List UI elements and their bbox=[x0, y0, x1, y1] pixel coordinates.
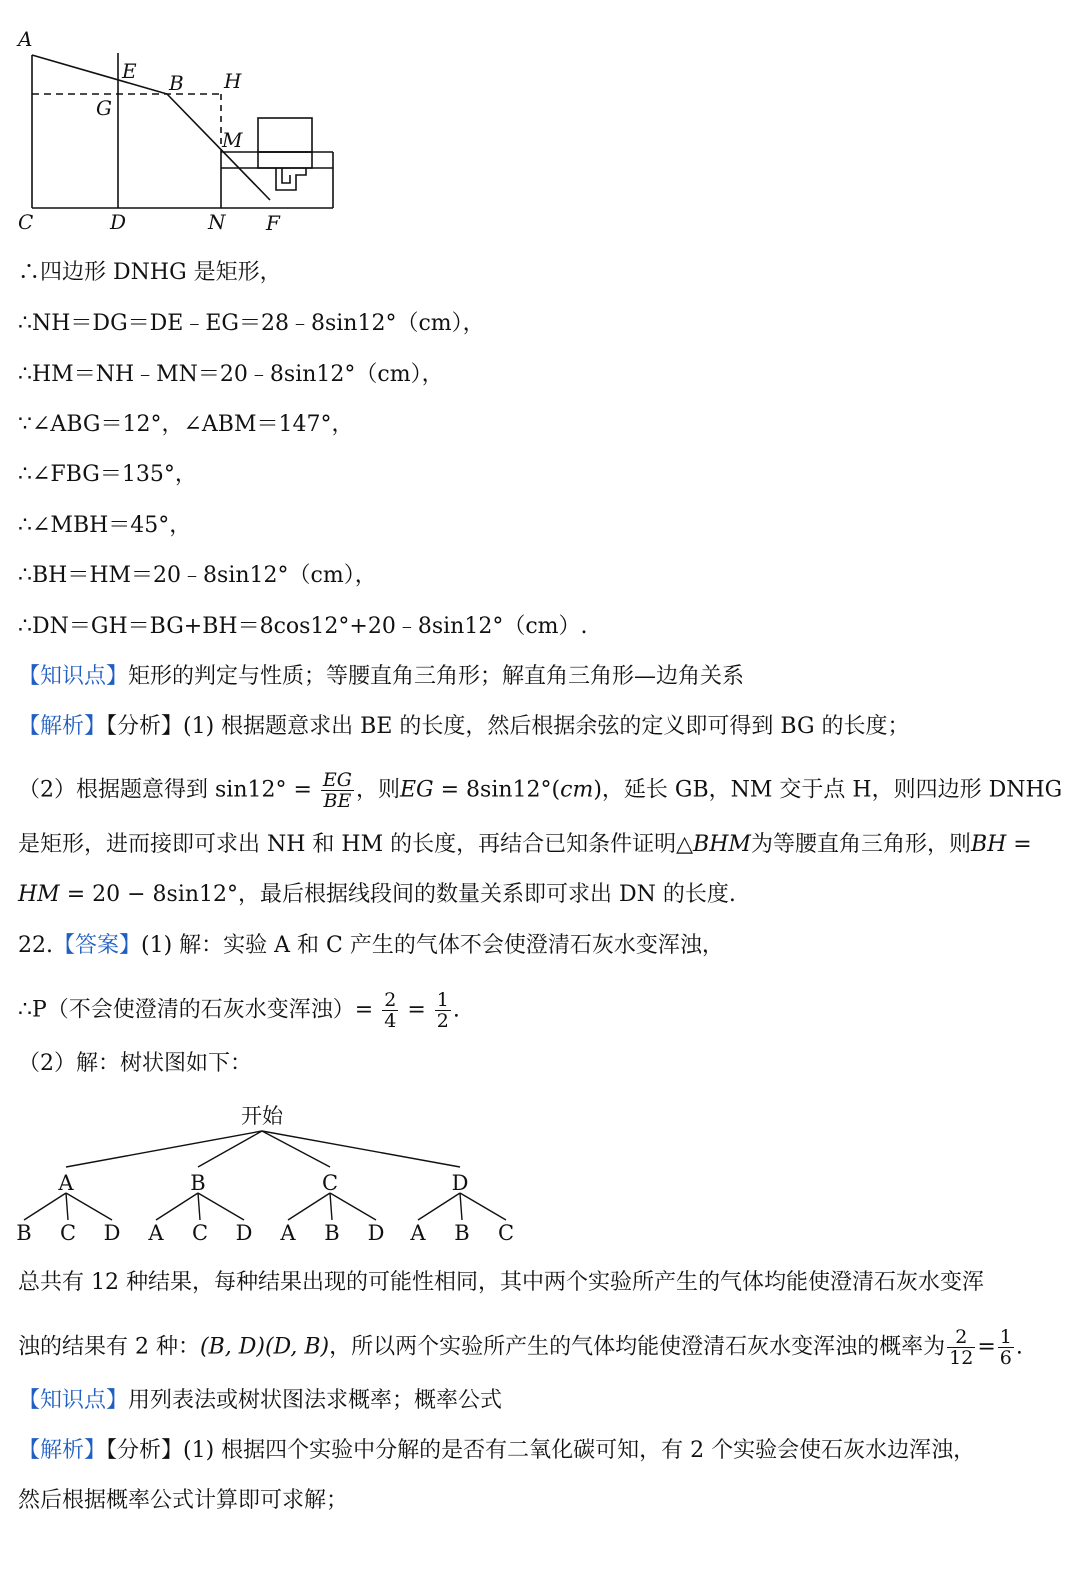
text-segment: = 20 − 8sin12°，最后根据线段间的数量关系即可求出 DN 的长度. bbox=[59, 882, 736, 907]
text-segment: 是矩形，进而接即可求出 NH 和 HM 的长度，再结合已知条件证明△ bbox=[18, 832, 694, 857]
fraction-denominator: 12 bbox=[949, 1347, 974, 1369]
tree-node-l2: D bbox=[367, 1221, 385, 1245]
fraction-denominator: BE bbox=[323, 790, 352, 812]
period: . bbox=[1015, 1334, 1023, 1360]
geometry-figure bbox=[10, 25, 370, 265]
tree-edge bbox=[460, 1193, 462, 1220]
tree-node-l1: A bbox=[58, 1171, 74, 1195]
math-pairs: (B, D)(D, B) bbox=[199, 1334, 330, 1360]
proof-line-5: ∴∠FBG＝135°， bbox=[18, 462, 197, 487]
fraction-numerator: 1 bbox=[436, 989, 449, 1011]
tree-edge bbox=[198, 1193, 244, 1220]
text-segment: = bbox=[1006, 832, 1032, 857]
q22-part2-line: （2）解：树状图如下： bbox=[18, 1051, 252, 1076]
tree-node-l2: B bbox=[16, 1221, 32, 1245]
text-segment: (1) 解：实验 A 和 C 产生的气体不会使澄清石灰水变浑浊， bbox=[141, 933, 724, 958]
lamp-neck bbox=[258, 152, 312, 168]
proof-line-4: ∵∠ABG＝12°，∠ABM＝147°， bbox=[18, 412, 354, 437]
tree-edge bbox=[330, 1193, 376, 1220]
tree-edge bbox=[460, 1193, 506, 1220]
tree-node-l2: C bbox=[191, 1221, 209, 1245]
tree-edge bbox=[288, 1193, 330, 1220]
text-segment: )，延长 GB，NM 交于点 H，则四边形 DNHG bbox=[593, 777, 1063, 803]
analysis-1-text: 【分析】(1) 根据题意求出 BE 的长度，然后根据余弦的定义即可得到 BG 的长度； bbox=[106, 714, 910, 739]
period: . bbox=[452, 997, 460, 1023]
fraction-denominator: 2 bbox=[436, 1010, 449, 1032]
answer-tag: 【答案】 bbox=[53, 933, 142, 958]
fraction-2-12 bbox=[947, 1327, 975, 1368]
question-number: 22. bbox=[18, 933, 53, 958]
tree-node-l2: D bbox=[235, 1221, 253, 1245]
math-var: EG bbox=[400, 777, 434, 803]
segment-BF bbox=[167, 94, 270, 200]
analysis-1-line-4 bbox=[18, 880, 736, 910]
tree-node-l2: A bbox=[280, 1221, 296, 1245]
label-A: A bbox=[18, 27, 33, 51]
tree-edge bbox=[24, 1193, 66, 1220]
segment-AB bbox=[32, 55, 167, 94]
tree-node-l2: B bbox=[454, 1221, 470, 1245]
fraction-numerator: 2 bbox=[384, 989, 397, 1011]
fraction-denominator: 4 bbox=[384, 1010, 397, 1032]
label-B: B bbox=[169, 71, 184, 95]
text-segment: 浊的结果有 2 种： bbox=[18, 1334, 200, 1360]
proof-line-7: ∴BH＝HM＝20﹣8sin12°（cm）， bbox=[18, 563, 377, 588]
tree-edge bbox=[418, 1193, 460, 1220]
lamp-stand-inner bbox=[282, 168, 290, 183]
proof-line-2: ∴NH＝DG＝DE﹣EG＝28﹣8sin12°（cm）， bbox=[18, 311, 485, 336]
proof-line-3: ∴HM＝NH﹣MN＝20﹣8sin12°（cm）， bbox=[18, 362, 444, 387]
text-segment: ，所以两个实验所产生的气体均能使澄清石灰水变浑浊的概率为 bbox=[329, 1334, 946, 1360]
text-segment: ，则 bbox=[355, 777, 400, 803]
lamp-head bbox=[258, 118, 312, 152]
label-F: F bbox=[266, 211, 280, 235]
fraction-1-6 bbox=[998, 1327, 1014, 1368]
label-E: E bbox=[122, 59, 137, 83]
label-G: G bbox=[96, 96, 112, 120]
fraction-numerator: EG bbox=[322, 769, 352, 791]
tree-node-l2: A bbox=[148, 1221, 164, 1245]
tree-edge bbox=[198, 1193, 200, 1220]
analysis-1-line-2 bbox=[18, 770, 1062, 811]
math-var: BHM bbox=[693, 832, 751, 857]
tree-node-l2: A bbox=[410, 1221, 426, 1245]
analysis-2-text: 【分析】(1) 根据四个实验中分解的是否有二氧化碳可知，有 2 个实验会使石灰水边浑浊， bbox=[106, 1438, 976, 1463]
tree-edge bbox=[66, 1131, 262, 1167]
lamp-stand bbox=[276, 168, 306, 190]
text-segment: 为等腰直角三角形，则 bbox=[750, 832, 971, 857]
tree-node-l2: D bbox=[103, 1221, 121, 1245]
knowledge-point-tag: 【知识点】 bbox=[18, 1388, 129, 1413]
tree-edge bbox=[262, 1131, 460, 1167]
label-H: H bbox=[224, 69, 242, 93]
proof-line-8: ∴DN＝GH＝BG+BH＝8cos12°+20﹣8sin12°（cm）. bbox=[18, 614, 588, 639]
text-segment: = 8sin12°( bbox=[433, 777, 561, 803]
fraction-2-4 bbox=[382, 990, 398, 1031]
knowledge-point-2 bbox=[18, 1386, 502, 1416]
knowledge-point-text: 用列表法或树状图法求概率；概率公式 bbox=[128, 1388, 503, 1413]
tree-node-l1: B bbox=[190, 1171, 206, 1195]
analysis-2-line-1 bbox=[18, 1436, 975, 1466]
math-var: BH bbox=[970, 832, 1007, 857]
label-N: N bbox=[208, 210, 226, 234]
proof-line-1: ∴四边形 DNHG 是矩形， bbox=[18, 260, 282, 285]
tree-node-l2: C bbox=[497, 1221, 515, 1245]
analysis-tag: 【解析】 bbox=[18, 1438, 107, 1463]
equals-sign: = bbox=[977, 1334, 996, 1360]
label-D: D bbox=[110, 210, 127, 234]
q22-probability-line bbox=[18, 990, 460, 1031]
tree-edge bbox=[66, 1193, 112, 1220]
math-var: HM bbox=[18, 882, 60, 907]
tree-root: 开始 bbox=[241, 1104, 283, 1128]
knowledge-point-text: 矩形的判定与性质；等腰直角三角形；解直角三角形—边角关系 bbox=[128, 664, 745, 689]
fraction-numerator: 2 bbox=[947, 1327, 975, 1348]
fraction-denominator: 6 bbox=[999, 1347, 1012, 1369]
analysis-tag: 【解析】 bbox=[18, 714, 107, 739]
fraction-numerator: 1 bbox=[999, 1326, 1012, 1348]
tree-edge bbox=[262, 1131, 330, 1167]
fraction-eg-be bbox=[321, 770, 354, 811]
tree-edge bbox=[156, 1193, 198, 1220]
q22-answer-line bbox=[18, 931, 724, 961]
label-M: M bbox=[222, 128, 243, 152]
tree-node-l1: C bbox=[321, 1171, 339, 1195]
knowledge-point-tag: 【知识点】 bbox=[18, 664, 129, 689]
tree-diagram bbox=[10, 1095, 530, 1255]
text-segment: （2）根据题意得到 sin12° = bbox=[18, 777, 312, 803]
knowledge-point-1 bbox=[18, 662, 744, 692]
conclusion-line-2 bbox=[18, 1327, 1023, 1368]
proof-line-6: ∴∠MBH＝45°， bbox=[18, 513, 192, 538]
math-var: cm bbox=[560, 777, 594, 803]
tree-node-l2: C bbox=[59, 1221, 77, 1245]
tree-node-l1: D bbox=[451, 1171, 469, 1195]
analysis-1-line-3 bbox=[18, 830, 1032, 860]
analysis-2-line-2: 然后根据概率公式计算即可求解； bbox=[18, 1488, 349, 1513]
analysis-1-line-1 bbox=[18, 712, 910, 742]
tree-node-l2: B bbox=[324, 1221, 340, 1245]
conclusion-line-1: 总共有 12 种结果，每种结果出现的可能性相同，其中两个实验所产生的气体均能使澄清石灰水变浑 bbox=[18, 1270, 984, 1295]
label-C: C bbox=[18, 210, 34, 234]
text-segment: ∴P（不会使澄清的石灰水变浑浊）= bbox=[18, 997, 374, 1023]
tree-edge bbox=[330, 1193, 332, 1220]
equals-sign: = bbox=[407, 997, 426, 1023]
tree-edge bbox=[66, 1193, 68, 1220]
fraction-1-2 bbox=[435, 990, 451, 1031]
